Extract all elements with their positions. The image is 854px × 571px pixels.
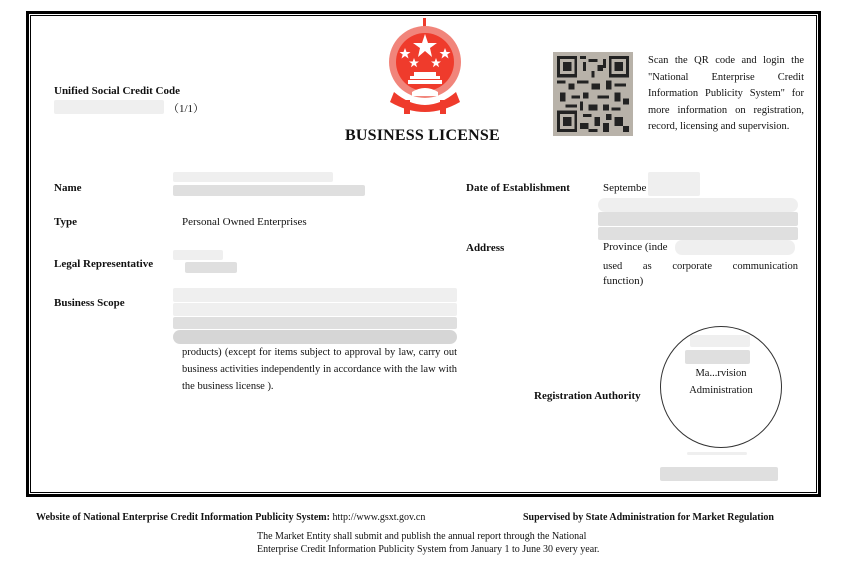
qr-instructions: Scan the QR code and login the "National Enterprise Credit Information Publicity System" for more information on registration, record, licensing and supervision. <box>648 55 804 133</box>
business-scope-redacted-2 <box>173 303 457 316</box>
type-label: Type <box>54 216 78 228</box>
credit-code-suffix: （1/1） <box>168 103 205 115</box>
date-of-establishment-label: Date of Establishment <box>466 182 570 194</box>
footer-website <box>36 512 425 523</box>
seal-redacted-mid <box>685 350 750 364</box>
address-redacted-3 <box>598 227 798 240</box>
date-of-establishment-value: Septembe <box>603 182 647 194</box>
address-redacted-1 <box>598 198 798 212</box>
seal-line-1: Ma...rvision <box>695 368 747 379</box>
type-value: Personal Owned Enterprises <box>182 216 307 228</box>
issue-date-redacted-line <box>687 452 747 455</box>
national-emblem-icon <box>374 18 476 118</box>
footer-supervised-by: Supervised by State Administration for Market Regulation <box>523 512 774 523</box>
legal-representative-label: Legal Representative <box>54 258 154 270</box>
name-value-redacted-top <box>173 172 333 182</box>
document-title: BUSINESS LICENSE <box>345 127 500 144</box>
issue-date-redacted <box>660 467 778 481</box>
business-scope-redacted-1 <box>173 288 457 302</box>
footer-note-line-1: The Market Entity shall submit and publish the annual report through the National <box>257 531 587 542</box>
credit-code-label: Unified Social Credit Code <box>54 85 180 97</box>
business-scope-redacted-4 <box>173 330 457 344</box>
seal-line-2: Administration <box>689 385 753 396</box>
business-scope-redacted-3 <box>173 317 457 329</box>
business-scope-label: Business Scope <box>54 297 125 309</box>
address-redacted-2 <box>598 212 798 226</box>
address-line-4: used as corporate communication <box>603 261 798 272</box>
address-label: Address <box>466 242 505 254</box>
seal-text <box>660 365 782 399</box>
legal-representative-redacted-top <box>173 250 223 260</box>
name-value-redacted <box>173 185 365 196</box>
name-label: Name <box>54 182 82 194</box>
footer-note <box>257 530 667 556</box>
footer-website-url[interactable]: http://www.gsxt.gov.cn <box>332 512 426 523</box>
date-redacted <box>648 172 700 196</box>
legal-representative-redacted <box>185 262 237 273</box>
address-redacted-4 <box>675 240 795 255</box>
registration-authority-label: Registration Authority <box>534 390 641 402</box>
footer-note-line-2: Enterprise Credit Information Publicity System from January 1 to June 30 every year. <box>257 544 600 555</box>
footer-website-label: Website of National Enterprise Credit Information Publicity System: <box>36 512 330 523</box>
qr-code-icon <box>553 52 633 136</box>
address-line-3: Province (inde <box>603 241 668 253</box>
credit-code-value-redacted <box>54 100 164 114</box>
address-line-5: function) <box>603 275 644 287</box>
seal-redacted-top <box>690 335 750 347</box>
business-scope-value: products) (except for items subject to approval by law, carry out business activities independently in accordance with the law with the business license ). <box>182 347 457 392</box>
